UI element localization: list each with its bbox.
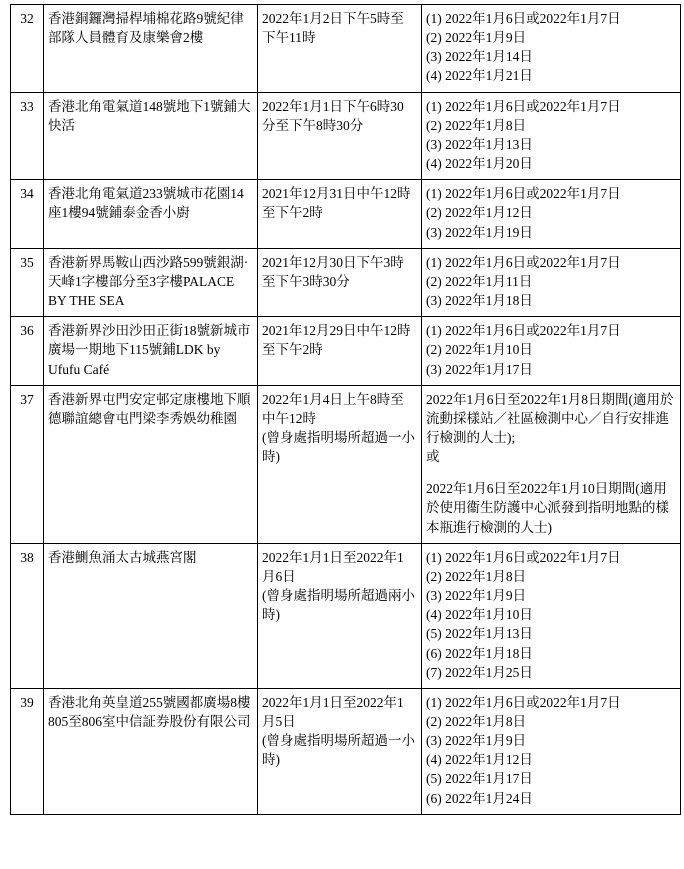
- dates-cell: [422, 385, 681, 543]
- time-cell: [258, 92, 422, 180]
- date-line: (4) 2022年1月21日: [426, 68, 533, 84]
- table-body: [11, 5, 681, 815]
- row-number-cell: [11, 92, 44, 180]
- place-cell: [44, 543, 258, 688]
- time-line: 2022年1月2日下午5時至下午11時: [262, 11, 404, 46]
- dates-cell: [422, 92, 681, 180]
- row-number-cell: [11, 180, 44, 248]
- place-cell: [44, 385, 258, 543]
- date-line: (3) 2022年1月17日: [426, 361, 533, 377]
- date-line: (2) 2022年1月8日: [426, 117, 527, 133]
- date-line: 或: [426, 449, 440, 465]
- place-cell: [44, 92, 258, 180]
- place-cell: [44, 317, 258, 385]
- time-line: 2021年12月30日下午3時至下午3時30分: [262, 254, 404, 289]
- dates-cell: [422, 543, 681, 688]
- time-cell: [258, 543, 422, 688]
- date-line: (5) 2022年1月17日: [426, 771, 533, 787]
- time-cell: [258, 385, 422, 543]
- date-line: (2) 2022年1月11日: [426, 273, 533, 289]
- row-number: 39: [20, 694, 34, 710]
- time-cell: [258, 5, 422, 93]
- date-line: (3) 2022年1月19日: [426, 224, 533, 240]
- date-line: (4) 2022年1月20日: [426, 156, 533, 172]
- table-row: [11, 688, 681, 814]
- time-cell: [258, 180, 422, 248]
- time-cell: [258, 317, 422, 385]
- date-line: (2) 2022年1月8日: [426, 714, 527, 729]
- date-line: (3) 2022年1月18日: [426, 293, 533, 309]
- dates-cell: [422, 5, 681, 93]
- row-number: 33: [20, 98, 34, 114]
- row-number-cell: [11, 248, 44, 316]
- time-note: (曾身處指明場所超過一小時): [262, 429, 415, 465]
- date-line: (4) 2022年1月10日: [426, 607, 533, 623]
- place-line: 香港鰂魚涌太古城燕宮閣: [48, 549, 197, 565]
- time-line: 2021年12月29日中午12時至下午2時: [262, 323, 411, 358]
- date-line: (1) 2022年1月6日或2022年1月7日: [426, 186, 621, 202]
- table-row: [11, 180, 681, 248]
- dates-cell: [422, 248, 681, 316]
- table-row: [11, 92, 681, 180]
- row-number-cell: [11, 317, 44, 385]
- row-number-cell: [11, 385, 44, 543]
- date-line: 2022年1月6日至2022年1月10日期間(適用於使用衞生防護中心派發到指明地點的樣本瓶進行檢測的人士): [426, 481, 669, 535]
- time-cell: [258, 248, 422, 316]
- specified-premises-table: [10, 4, 681, 815]
- time-line: 2022年1月1日至2022年1月5日: [262, 694, 404, 729]
- place-line: 香港新界屯門安定邨定康樓地下順德聯誼總會屯門梁李秀娛幼稚園: [48, 391, 251, 426]
- row-number: 36: [20, 323, 34, 339]
- time-cell: [258, 688, 422, 814]
- row-number: 35: [20, 254, 34, 270]
- dates-cell: [422, 180, 681, 248]
- row-number: 37: [20, 391, 34, 407]
- date-line: (6) 2022年1月18日: [426, 645, 533, 661]
- document-page: [0, 4, 684, 869]
- row-number-cell: [11, 688, 44, 814]
- dates-cell: [422, 688, 681, 814]
- date-line: (1) 2022年1月6日或2022年1月7日: [426, 254, 621, 270]
- row-number-cell: [11, 5, 44, 93]
- date-line: (4) 2022年1月12日: [426, 752, 533, 768]
- table-row: [11, 5, 681, 93]
- date-line: (5) 2022年1月13日: [426, 626, 533, 642]
- place-line: 香港北角英皇道255號國都廣場8樓805至806室中信証券股份有限公司: [48, 694, 251, 729]
- date-line: (7) 2022年1月25日: [426, 664, 533, 680]
- date-line: (1) 2022年1月6日或2022年1月7日: [426, 694, 621, 710]
- date-line: (1) 2022年1月6日或2022年1月7日: [426, 11, 621, 26]
- date-line: (6) 2022年1月24日: [426, 790, 533, 806]
- place-cell: [44, 5, 258, 93]
- date-line: 2022年1月6日至2022年1月8日期間(適用於流動採樣站／社區檢測中心／自行安排進行檢測的人士);: [426, 391, 674, 445]
- time-line: 2022年1月1日下午6時30分至下午8時30分: [262, 98, 404, 133]
- place-cell: [44, 180, 258, 248]
- table-row: [11, 543, 681, 688]
- date-line: (2) 2022年1月9日: [426, 30, 527, 46]
- place-line: 香港銅鑼灣掃桿埔棉花路9號紀律部隊人員體育及康樂會2樓: [48, 11, 244, 46]
- date-line: (3) 2022年1月13日: [426, 136, 533, 152]
- date-line: (1) 2022年1月6日或2022年1月7日: [426, 98, 621, 114]
- row-number: 38: [20, 549, 34, 565]
- time-line: 2021年12月31日中午12時至下午2時: [262, 186, 411, 221]
- place-line: 香港北角電氣道148號地下1號鋪大快活: [48, 98, 251, 133]
- time-line: 2022年1月1日至2022年1月6日: [262, 549, 404, 584]
- table-row: [11, 317, 681, 385]
- date-line: (1) 2022年1月6日或2022年1月7日: [426, 323, 621, 339]
- row-number-cell: [11, 543, 44, 688]
- date-line: (3) 2022年1月14日: [426, 49, 533, 65]
- place-line: 香港北角電氣道233號城市花園14座1樓94號鋪泰金香小廚: [48, 186, 244, 221]
- row-number: 34: [20, 186, 34, 202]
- date-line: (1) 2022年1月6日或2022年1月7日: [426, 549, 621, 565]
- time-note: (曾身處指明場所超過一小時): [262, 733, 415, 768]
- date-line: (3) 2022年1月9日: [426, 733, 527, 749]
- date-line: (3) 2022年1月9日: [426, 588, 527, 604]
- place-cell: [44, 688, 258, 814]
- time-note: (曾身處指明場所超過兩小時): [262, 588, 415, 623]
- date-line: (2) 2022年1月8日: [426, 568, 527, 584]
- table-row: [11, 385, 681, 543]
- row-number: 32: [20, 11, 34, 26]
- spacer: [426, 466, 676, 479]
- dates-cell: [422, 317, 681, 385]
- table-row: [11, 248, 681, 316]
- place-cell: [44, 248, 258, 316]
- place-line: 香港新界沙田沙田正街18號新城市廣場一期地下115號鋪LDK by Ufufu Café: [48, 323, 251, 377]
- date-line: (2) 2022年1月12日: [426, 205, 533, 221]
- time-line: 2022年1月4日上午8時至中午12時: [262, 391, 404, 426]
- place-line: 香港新界馬鞍山西沙路599號銀湖·天峰1字樓部分至3字樓PALACE BY THE SEA: [48, 254, 249, 309]
- date-line: (2) 2022年1月10日: [426, 342, 533, 358]
